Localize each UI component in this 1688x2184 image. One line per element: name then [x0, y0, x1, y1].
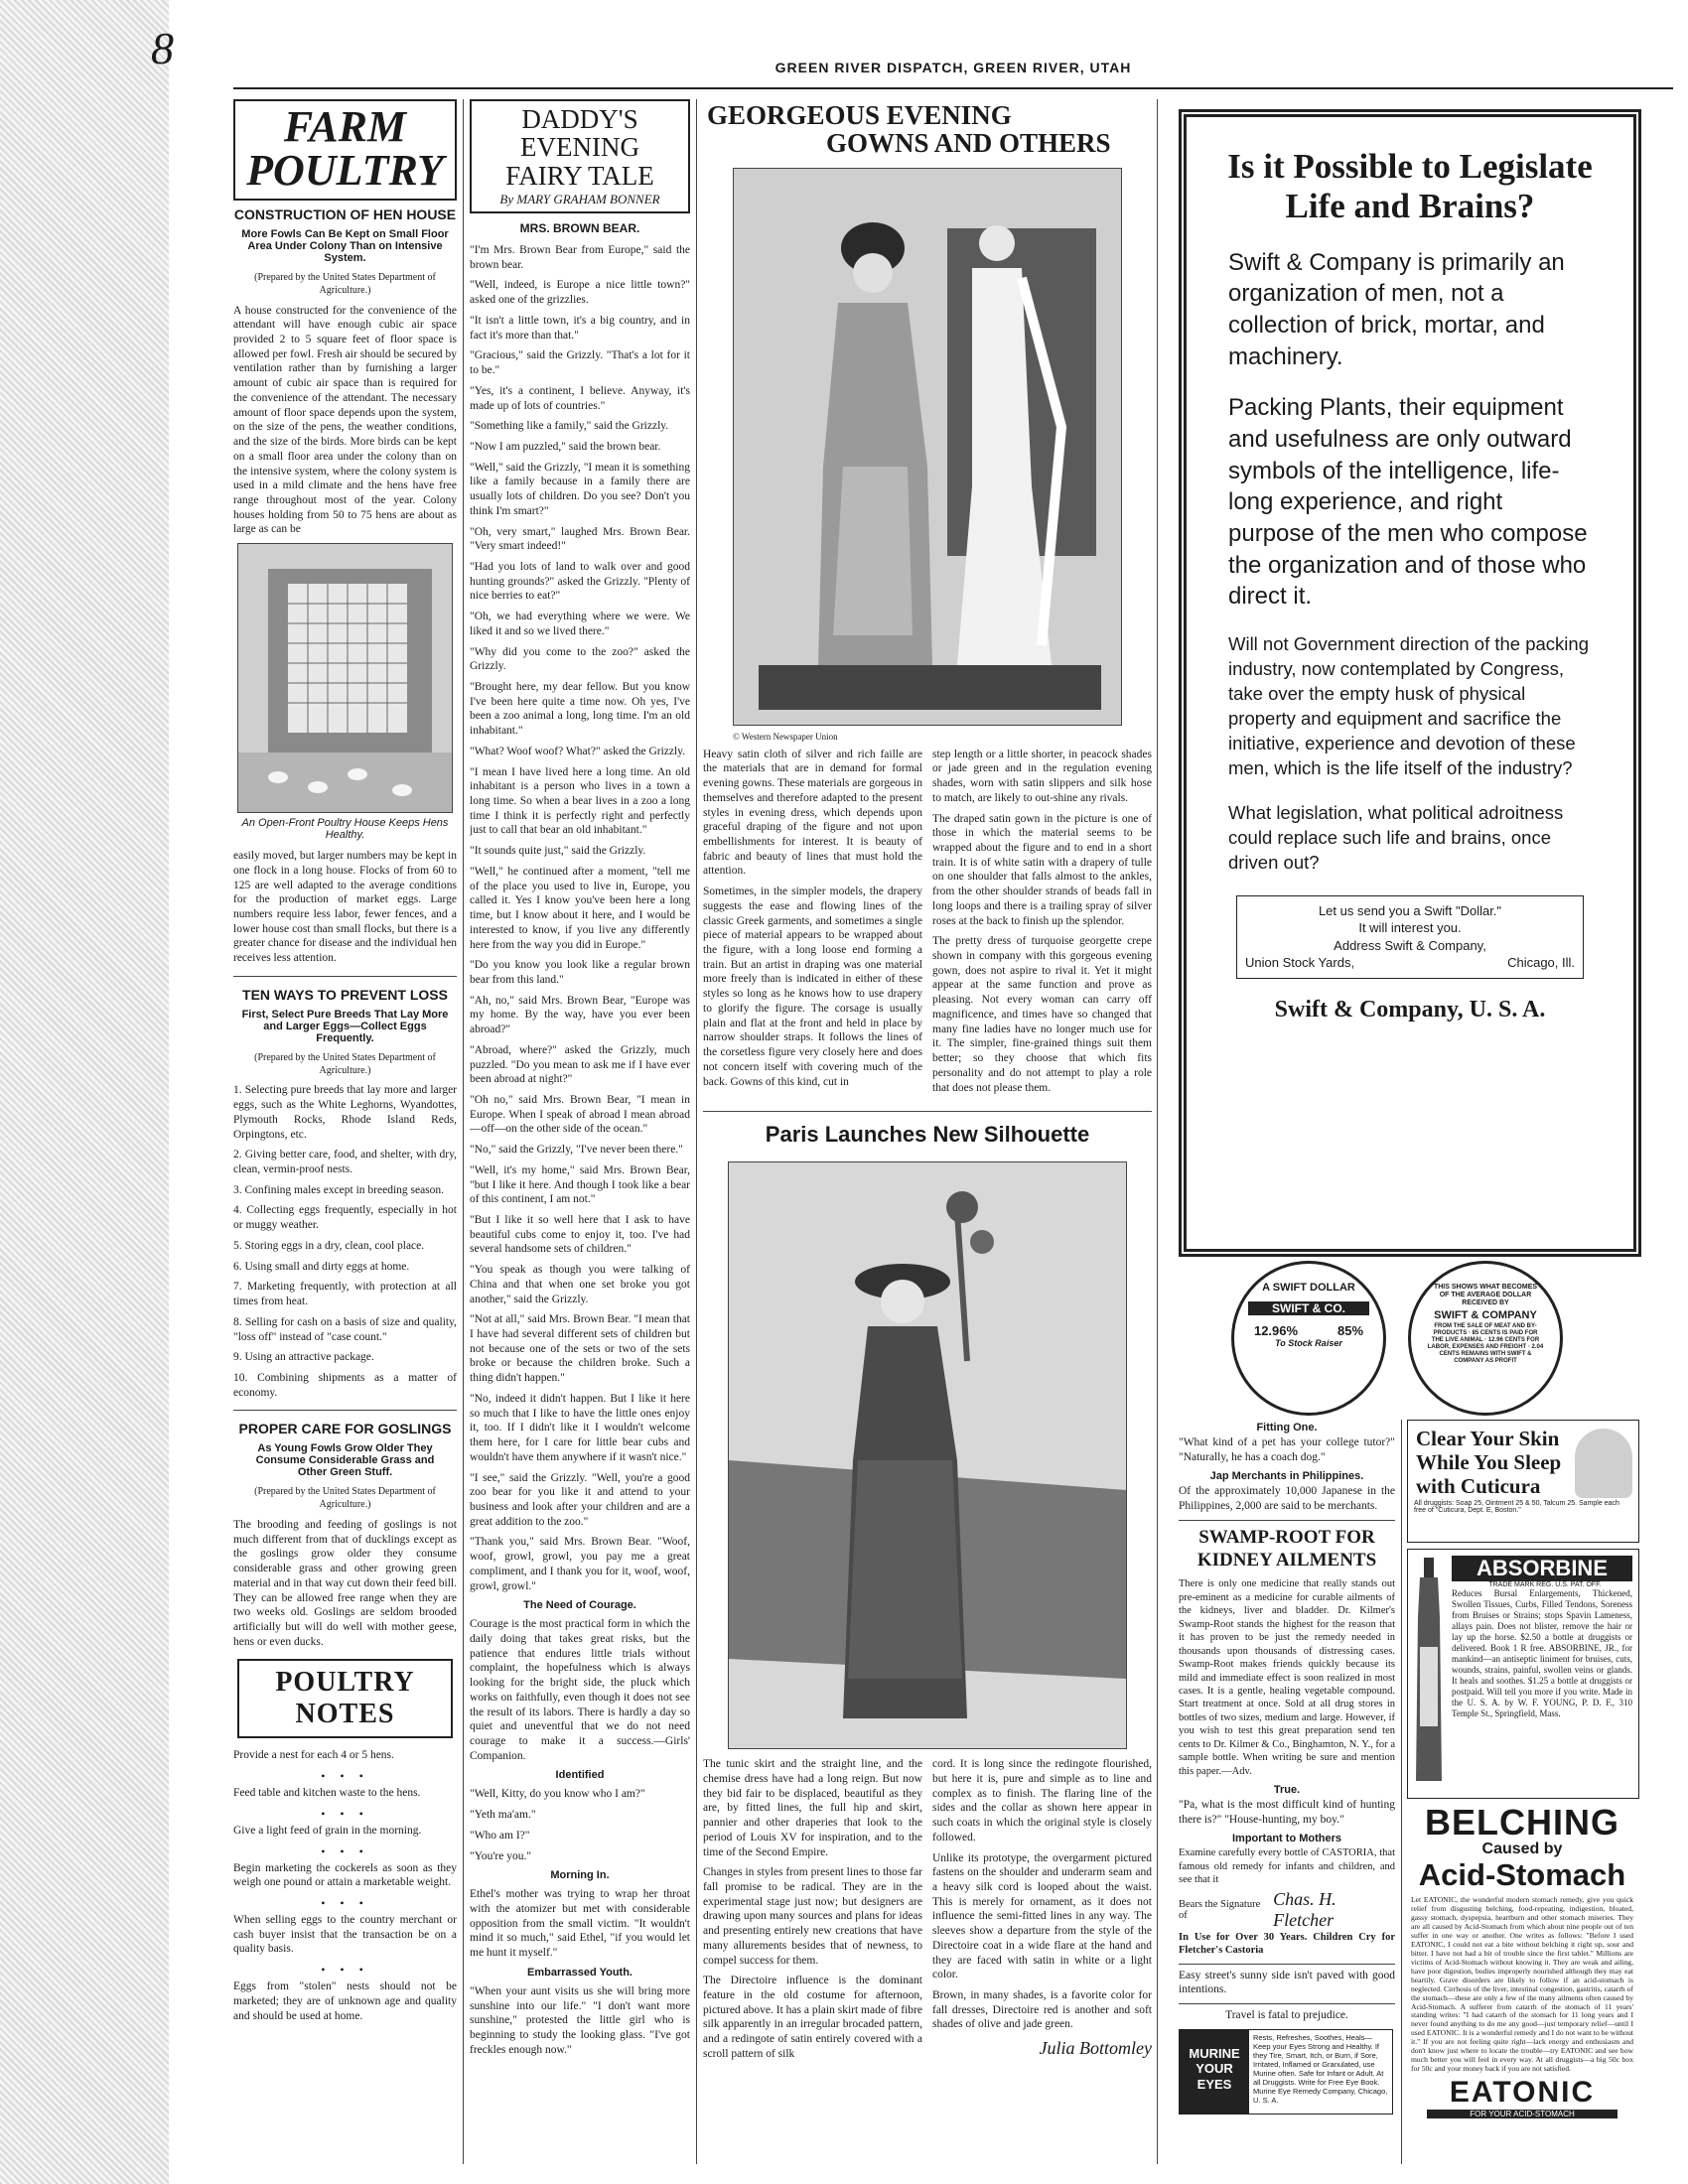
bottle-icon — [1414, 1558, 1444, 1786]
byline: By MARY GRAHAM BONNER — [499, 192, 660, 207]
story-paragraph: "Yes, it's a continent, I believe. Anyway, it's made up of lots of countries." — [470, 384, 690, 412]
list-item: 10. Combining shipments as a matter of economy. — [233, 1371, 457, 1399]
story-paragraph: "No, indeed it didn't happen. But I like it here so much that I like to have the little ones enjoy it, too. If I didn't like it I wouldn't welcome them here, for I care for little bear cubs and wouldn't have them anywhere if it wasn't nice." — [470, 1392, 690, 1463]
murine-ad — [1179, 2029, 1393, 2115]
eatonic-tagline: FOR YOUR ACID-STOMACH — [1427, 2110, 1618, 2118]
divider — [233, 976, 457, 977]
story-paragraph: "Ah, no," said Mrs. Brown Bear, "Europe was my home. By the way, have you ever been abroad?" — [470, 994, 690, 1036]
banner-daddys-evening: DADDY'S EVENING — [520, 104, 639, 163]
list-item: 3. Confining males except in breeding season. — [233, 1183, 445, 1196]
filler-title: Embarrassed Youth. — [527, 1966, 633, 1979]
note-item: Feed table and kitchen waste to the hens. — [233, 1787, 421, 1800]
filler-line: "Who am I?" — [470, 1829, 530, 1842]
column-rule — [696, 99, 697, 2164]
silhouette-photo — [728, 1161, 1127, 1749]
story-paragraph: "I see," said the Grizzly. "Well, you're a good zoo bear for you like it and attend to your business and look after your children and are a great addition to the zoo." — [470, 1471, 690, 1528]
murine-body: Rests, Refreshes, Soothes, Heals—Keep your Eyes Strong and Healthy. If they Tire, Smart, Itch, or Burn, if Sore, Irritated, Inflamed or Granulated, use Murine often. Safe for Infant or Adult. At all Druggists. Write for Free Eye Book. Murine Eye Remedy Company, Chicago, U. S. A. — [1253, 2032, 1388, 2105]
list-item: 4. Collecting eggs frequently, especially in hot or muggy weather. — [233, 1204, 457, 1232]
story-paragraph: "Well," said the Grizzly, "I mean it is something like a family because in a family there are usually lots of children. Do you see? Don't you think I'm smart?" — [470, 461, 690, 517]
masthead: GREEN RIVER DISPATCH, GREEN RIVER, UTAH — [774, 60, 1132, 75]
article-credit: (Prepared by the United States Department of Agriculture.) — [254, 1051, 436, 1076]
ad-coupon — [1236, 895, 1584, 979]
filler-body: "Pa, what is the most difficult kind of hunting there is?" "House-hunting, my boy." — [1179, 1799, 1395, 1826]
emblem-rest: FROM THE SALE OF MEAT AND BY-PRODUCTS · 85 CENTS IS PAID FOR THE LIVE ANIMAL · 12.96 CENTS FOR LABOR, EXPENSES AND FREIGHT · 2.04 CENTS REMAINS WITH SWIFT & COMPANY AS PROFIT — [1427, 1323, 1544, 1364]
article-paragraph: Unlike its prototype, the overgarment pictured fastens on the shoulder and underarm seam and a heavy silk cord is looped about the waist. This is merely for ornament, as it does not influence the semi-fitted lines in any way. The sleeves show a departure from the style of the Directoire coat in a wide flare at the hand and they are faced with satin in white or a light color. — [932, 1851, 1152, 1981]
article-subtitle: As Young Fowls Grow Older They Consume Considerable Grass and Other Green Stuff. — [255, 1442, 435, 1479]
silhouette-illustration — [729, 1162, 1126, 1748]
poultry-house-illustration — [237, 543, 453, 813]
absorbine-trademark: TRADE MARK REG. U.S. PAT. OFF. — [1488, 1581, 1602, 1588]
ad-signature: Swift & Company, U. S. A. — [1274, 996, 1546, 1023]
fairy-tale-banner — [470, 99, 690, 213]
filler-title: Morning In. — [550, 1869, 610, 1882]
article-title: PROPER CARE FOR GOSLINGS — [238, 1421, 452, 1437]
story-paragraph: "Oh no," said Mrs. Brown Bear, "I mean in Europe. When I speak of abroad I mean abroad—off—on the other side of the ocean." — [470, 1093, 690, 1136]
separator-dots: • • • — [321, 1769, 369, 1784]
swift-dollar-coin — [1231, 1261, 1386, 1416]
ad-paragraph: Packing Plants, their equipment and usefulness are only outward symbols of the intelligence, life-long experience, and right purpose of the men who compose the organization and of those who direct it. — [1228, 394, 1588, 611]
eatonic-body: Let EATONIC, the wonderful modern stomach remedy, give you quick relief from disgusting belching, food-repeating, indigestion, bloated, gassy stomach, dyspepsia, heartburn and other stomach miseries. They are all caused by Acid-Stomach from which about nine people out of ten suffer in one way or another. One writes as follows: "Before I used EATONIC, I could not eat a bite without belching it right up, sour and bitter. I have not had a bit of trouble since the first tablet." Millions are victims of Acid-Stomach without knowing it. They are weak and ailing, have poor digestion, bodies improperly nourished although they may eat heartily. Grave disorders are likely to follow if an acid-stomach is neglected. Cirrhosis of the liver, intestinal congestion, gastritis, catarrh of the stomach—these are only a few of the many ailments often caused by Acid-Stomach. A sufferer from catarrh of the stomach of 11 years' standing writes: "I had catarrh of the stomach for 11 long years and I never found anything to do me any good—just temporary relief—until I used EATONIC. It is a wonderful remedy and I do not want to be without it." If you are not feeling quite right—lack energy and enthusiasm and don't know just where to locate the trouble—try EATONIC and see how much better you will feel in every way. At all druggists—a big 50c box for 50c and your money back if you are not satisfied. — [1411, 1895, 1633, 2074]
article-paragraph: The tunic skirt and the straight line, and the chemise dress have had a long reign. But now they bid fair to be displaced, beautiful as they are, by fitted lines, the full hip and skirt, pannier and other draperies that look to the period of Louis XV for inspiration, and to the time of the Second Empire. — [703, 1758, 922, 1858]
cuticura-small: All druggists: Soap 25, Ointment 25 & 50, Talcum 25. Sample each free of "Cuticura, Dept. E, Boston." — [1414, 1500, 1619, 1515]
coupon-line: Address Swift & Company, — [1334, 937, 1486, 953]
story-paragraph: "Something like a family," said the Grizzly. — [470, 420, 669, 433]
story-paragraph: "No," said the Grizzly, "I've never been there." — [470, 1144, 683, 1157]
illustration-caption: An Open-Front Poultry House Keeps Hens Healthy. — [241, 817, 449, 842]
coupon-line: It will interest you. — [1358, 920, 1462, 936]
page-number: 8 — [151, 23, 174, 73]
separator-dots: • • • — [321, 1843, 369, 1858]
story-paragraph: "Well, it's my home," said Mrs. Brown Bear, "but I like it here. And though I took like a bear of this continent, I am not." — [470, 1163, 690, 1206]
filler-title: The Need of Courage. — [523, 1599, 636, 1612]
article-paragraph: Changes in styles from present lines to those far fall promise to be radical. They are in the experimental stage just now; but designers are drawing upon many sources and plans for ideas and presenting entirely new creations that have many allurements besides that of newness, to compel success for them. — [703, 1866, 923, 1967]
story-paragraph: "You speak as though you were talking of China and that when one set broke you got another," said the Grizzly. — [470, 1264, 690, 1305]
column-rule — [1401, 1420, 1402, 2164]
castoria-signature-row — [1179, 1889, 1395, 1931]
story-paragraph: "Well, indeed, is Europe a nice little town?" asked one of the grizzlies. — [470, 279, 690, 307]
story-paragraph: "I'm Mrs. Brown Bear from Europe," said the brown bear. — [470, 244, 690, 271]
swamp-root-headline: SWAMP-ROOT FOR KIDNEY AILMENTS — [1196, 1526, 1377, 1570]
ad-paragraph: Will not Government direction of the packing industry, now contemplated by Congress, take over the empty husk of physical property and equipment and sacrifice the initiative, experience and devotion of these men, which is the life itself of the industry? — [1228, 632, 1589, 778]
newspaper-page — [233, 60, 1673, 2174]
list-item: 1. Selecting pure breeds that lay more and larger eggs, such as the White Leghorns, Wyandottes, Plymouth Rocks, Rhode Island Reds, Orpingtons, etc. — [233, 1084, 457, 1141]
story-title: MRS. BROWN BEAR. — [519, 221, 640, 236]
coin-pct-profit: 12.96% — [1253, 1323, 1299, 1338]
note-item: When selling eggs to the country merchant or cash buyer insist that the transaction be on a quality basis. — [233, 1914, 457, 1956]
list-item: 9. Using an attractive package. — [233, 1351, 374, 1364]
note-item: Begin marketing the cockerels as soon as they weigh one pound or attain a marketable weight. — [233, 1861, 457, 1889]
story-paragraph: "Thank you," said Mrs. Brown Bear. "Woof, woof, growl, growl, you pay me a great compliment, and I thank you for it, woof, woof, growl, growl." — [470, 1536, 690, 1592]
story-body — [470, 243, 690, 1593]
absorbine-ad — [1407, 1549, 1639, 1799]
story-paragraph: "Gracious," said the Grizzly. "That's a lot for it to be." — [470, 349, 690, 377]
list-item: 5. Storing eggs in a dry, clean, cool place. — [233, 1239, 425, 1252]
filler-title: Jap Merchants in Philippines. — [1209, 1470, 1364, 1483]
separator-dots: • • • — [321, 1896, 369, 1911]
gowns-article — [703, 748, 1152, 1102]
scan-margin — [0, 0, 169, 2184]
article-body-continued: easily moved, but larger numbers may be kept in one flock in a long house. Flocks of from 60 to 125 are well adapted to the average conditions for the production of market eggs. Large numbers require less labor, fewer fences, and a lower house cost than small flocks, but there is a greater chance for disease and the individual hen receives less attention. — [233, 850, 457, 965]
banner-poultry: POULTRY — [246, 146, 444, 195]
article-subtitle: More Fowls Can Be Kept on Small Floor Area Under Colony Than on Intensive System. — [241, 228, 449, 264]
divider — [703, 1111, 1152, 1112]
swift-company-ad — [1179, 109, 1641, 1257]
filler-line: "Yeth ma'am." — [470, 1809, 536, 1822]
list-item: 6. Using small and dirty eggs at home. — [233, 1260, 410, 1273]
silhouette-article-right — [932, 1757, 1152, 2067]
separator-dots: • • • — [321, 1963, 369, 1978]
article-paragraph: cord. It is long since the redingote flourished, but here it is, pure and simple as to line and complex as to finish. The flaring line of the sides and the collar as shown here appear in such coats in which the original style is closely followed. — [932, 1758, 1152, 1843]
story-paragraph: "Do you know you look like a regular brown bear from this land." — [470, 959, 690, 986]
divider — [1179, 2003, 1395, 2004]
cuticura-portrait — [1575, 1429, 1632, 1498]
cuticura-line: with Cuticura — [1416, 1474, 1541, 1499]
castoria-bears: Bears the Signature of — [1179, 1898, 1261, 1921]
story-paragraph: "Not at all," said Mrs. Brown Bear. "I mean that I have had several different sets of children but not because one of the sets or two of the sets broke or because the children broke. Such a thing didn't happen." — [470, 1313, 690, 1385]
story-paragraph: "Well," he continued after a moment, "tell me of the place you used to live in, Europe, you called it. Yes I know you've been here a long time, but I know about it here, and I would be interested to know, if you live any differently here from the way you did in Europe." — [470, 865, 690, 951]
column-rule — [463, 99, 464, 2164]
article-paragraph: Heavy satin cloth of silver and rich faille are the materials that are in demand for formal evening gowns. These materials are gorgeous in themselves and therefore adapted to the present styles in evening dress, which depends upon graceful draping of the figure and not upon embellishments for interest. It is beauty of fabric and beauty of lines that must hold the attention. — [703, 748, 922, 878]
ad-paragraph: Swift & Company is primarily an organization of men, not a collection of brick, mortar, and machinery. — [1228, 248, 1565, 370]
story-paragraph: "Had you lots of land to walk over and good hunting grounds?" asked the Grizzly. "Plenty of nice berries to eat?" — [470, 560, 690, 603]
divider — [1179, 1520, 1395, 1521]
story-paragraph: "I mean I have lived here a long time. An old inhabitant is a person who lives in a town a long time. So when a bear lives in a zoo a long time I think it is perfectly right and perfectly just to call that bear an old inhabitant." — [470, 765, 690, 837]
eatonic-ad — [1407, 1805, 1637, 2164]
story-paragraph: "Brought here, my dear fellow. But you know I've been here quite a time now. Oh yes, I've been a zoo animal a long, long time. I'm an old inhabitant." — [470, 681, 690, 738]
masthead-rule — [233, 87, 1673, 89]
article-credit: (Prepared by the United States Department of Agriculture.) — [254, 1486, 436, 1511]
ad-headline: Is it Possible to Legislate Life and Brains? — [1227, 147, 1593, 226]
column-rule — [1157, 99, 1158, 2164]
article-title: CONSTRUCTION OF HEN HOUSE — [233, 206, 457, 222]
article-body: A house constructed for the convenience of the attendant will have enough cubic air space provided 2 to 5 square feet of floor space is allowed per fowl. Fresh air should be secured by ventilation rather than by furnishing a larger amount of cubic air space than is required for the convenience of the attendant. The necessary amount of floor space depends upon the system, on the size of the pens, the weather conditions, and the size of the birds. More birds can be kept on a small floor area under the colony than on the intensive system, where the colony system is used in a mild climate and the hens have free range throughout most of the year. Colony houses holding from 50 to 75 hens are about as large as can be — [233, 304, 457, 536]
coupon-address — [1245, 954, 1575, 972]
headline-line-2: GOWNS AND OTHERS — [826, 128, 1111, 159]
coupon-line: Let us send you a Swift "Dollar." — [1318, 902, 1502, 918]
silhouette-headline: Paris Launches New Silhouette — [765, 1122, 1090, 1148]
eatonic-head1: BELCHING — [1425, 1805, 1619, 1843]
coupon-line: Union Stock Yards, — [1245, 955, 1355, 971]
story-paragraph: "Why did you come to the zoo?" asked the Grizzly. — [470, 645, 690, 673]
coin-pct-label: To Stock Raiser — [1275, 1338, 1342, 1348]
gowns-article-right — [932, 748, 1152, 1102]
note-item: Give a light feed of grain in the morning. — [233, 1824, 422, 1837]
eatonic-logo: EATONIC — [1449, 2076, 1596, 2110]
column-fairy-tale — [470, 99, 690, 2164]
divider — [233, 1410, 457, 1411]
silhouette-article-left — [703, 1757, 922, 2067]
fashion-headline — [703, 99, 1152, 164]
story-paragraph: "Oh, very smart," laughed Mrs. Brown Bear. "Very smart indeed!" — [470, 525, 690, 553]
farm-poultry-banner — [233, 99, 457, 201]
castoria-footer: In Use for Over 30 Years. Children Cry for Fletcher's Castoria — [1179, 1931, 1395, 1957]
article-title: TEN WAYS TO PREVENT LOSS — [242, 986, 448, 1003]
emblem-name: SWIFT & COMPANY — [1434, 1309, 1537, 1322]
filler-body: Ethel's mother was trying to wrap her throat with the atomizer but met with considerable opposition from the small victim. "It wouldn't mind it so much," said Ethel, "if you would let me hunt it myself." — [470, 1888, 690, 1960]
list-item: 8. Selling for cash on a basis of size and quality, "loss off" instead of "case count." — [233, 1315, 457, 1343]
coin-mid-text: SWIFT & CO. — [1248, 1301, 1369, 1315]
filler-title: Identified — [555, 1769, 605, 1782]
eatonic-head2: Caused by — [1481, 1841, 1563, 1857]
coin-pct-raiser: 85% — [1337, 1323, 1364, 1338]
article-subtitle: First, Select Pure Breeds That Lay More and Larger Eggs—Collect Eggs Frequently. — [241, 1008, 449, 1044]
filler-title: True. — [1273, 1784, 1301, 1797]
list-item: 2. Giving better care, food, and shelter, with dry, clean, vermin-proof nests. — [233, 1149, 457, 1176]
filler-body: "When your aunt visits us she will bring more sunshine into our life." "I don't want more sunshine," protested the little girl who is beginning to study the looking glass. "I've got freckles enough now." — [470, 1984, 690, 2056]
murine-logo: MURINE YOUR EYES — [1180, 2030, 1249, 2114]
headline-line-1: GEORGEOUS EVENING — [707, 100, 1012, 130]
evening-gowns-photo — [733, 168, 1122, 726]
coin-percentages — [1234, 1323, 1383, 1338]
story-paragraph: "What? Woof woof? What?" asked the Grizzly. — [470, 745, 686, 757]
gowns-illustration — [734, 169, 1121, 725]
coin-top-text: A SWIFT DOLLAR — [1262, 1282, 1355, 1294]
hen-house-picture — [238, 544, 452, 812]
cuticura-line: Clear Your Skin — [1416, 1427, 1560, 1450]
note-item: Eggs from "stolen" nests should not be marketed; they are of unknown age and quality and should be used at home. — [233, 1980, 457, 2022]
filler-line: "You're you." — [470, 1849, 532, 1862]
article-paragraph: step length or a little shorter, in peacock shades or jade green and in the regulation evening shades, worn with satin slippers and silk hose to match, are likely to out-shine any rivals. — [932, 748, 1152, 804]
castoria-body: Examine carefully every bottle of CASTORIA, that famous old remedy for infants and children, and see that it — [1179, 1847, 1395, 1886]
story-paragraph: "It isn't a little town, it's a big country, and in fact it's more than that." — [470, 314, 690, 341]
filler-body: Courage is the most practical form in which the daily doing that takes great risks, but the patience that endures little trials without complaint, the hopefulness which is always looking for the bright side, the pluck which works on faithfully, even though it does not see the result of its labors. There is hardly a day so quiet and uneventful that we do not need courage to make it a success.—Girls' Companion. — [470, 1618, 690, 1762]
filler-line: "Well, Kitty, do you know who I am?" — [470, 1788, 645, 1801]
cuticura-line: While You Sleep — [1416, 1450, 1562, 1475]
story-paragraph: "Now I am puzzled," said the brown bear. — [470, 440, 661, 453]
absorbine-body: Reduces Bursal Enlargements, Thickened, Swollen Tissues, Curbs, Filled Tendons, Soreness from Bruises or Strains; stops Spavin Lameness, allays pain. Does not blister, remove the hair or lay up the horse. $2.50 a bottle at druggists or delivered. Book 1 R free. ABSORBINE, JR., for mankind—an antiseptic liniment for bruises, cuts, wounds, strains, painful, swollen veins or glands. It heals and soothes. $1.25 a bottle at druggists or postpaid. Will tell you more if you write. Made in the U. S. A. by W. F. YOUNG, P. D. F., 310 Temple St., Springfield, Mass. — [1452, 1588, 1632, 1718]
filler-body: "What kind of a pet has your college tutor?" "Naturally, he has a coach dog." — [1179, 1436, 1395, 1463]
silhouette-article — [703, 1757, 1152, 2067]
ad-paragraph: What legislation, what political adroitness could replace such life and brains, once driven out? — [1228, 801, 1564, 873]
separator-dots: • • • — [321, 1806, 369, 1821]
eatonic-head3: Acid-Stomach — [1418, 1857, 1626, 1892]
cuticura-ad — [1407, 1420, 1639, 1543]
article-paragraph: Sometimes, in the simpler models, the drapery suggests the ease and flowing lines of the classic Greek garments, and sometimes a single piece of material appears to be wrapped about the figure, with a long loose end forming a train. But an artist in draping was one material more freely than is indicated in either of these styles so long as he knows how to use drapery to glorify the figure. The corsage is usually plain and flat at the front and held in place by narrow shoulder straps. It follows the lines of the corsetless figure very closely here and does not concern itself with covering much of the back. Gowns of this kind, cut in — [703, 886, 922, 1088]
author-signature: Julia Bottomley — [1039, 2038, 1152, 2059]
filler-body: Of the approximately 10,000 Japanese in the Philippines, 2,000 are said to be merchants. — [1179, 1485, 1395, 1513]
filler-body: Easy street's sunny side isn't paved with good intentions. — [1179, 1969, 1395, 1996]
swamp-root-body: There is only one medicine that really stands out pre-eminent as a medicine for curable ailments of the kidneys, liver and bladder. Dr. Kilmer's Swamp-Root stands the highest for the reason that it has proven to be just the remedy needed in thousands upon thousands of distressing cases. Swamp-Root makes friends quickly because its mild and immediate effect is soon realized in most cases. It is a gentle, healing vegetable compound. Start treatment at once. Sold at all drug stores in bottles of two sizes, medium and large. However, if you wish to test this great preparation send ten cents to Dr. Kilmer & Co., Binghamton, N. Y., for a sample bottle. When writing be sure and mention this paper.—Adv. — [1179, 1578, 1395, 1777]
column-farm-poultry — [233, 99, 457, 2164]
column-fashion — [703, 99, 1152, 2164]
story-paragraph: "It sounds quite just," said the Grizzly. — [470, 845, 646, 858]
article-paragraph: The draped satin gown in the picture is one of those in which the material seems to be wrapped about the figure and to end in a short train. It is of white satin with a drapery of tulle on one shoulder that falls almost to the ankles, from the other shoulder strands of beads fall in long loops and there is a trailing spray of silver roses at the back to finish up the splendor. — [932, 812, 1152, 927]
banner-fairy-tale: FAIRY TALE — [505, 160, 654, 191]
castoria-signature: Chas. H. Fletcher — [1273, 1888, 1336, 1930]
story-paragraph: "But I like it so well here that I ask to have beautiful cubs come to enjoy it, too. I've had several handsome sets of children." — [470, 1214, 690, 1256]
gowns-article-left — [703, 748, 922, 1102]
article-paragraph: The pretty dress of turquoise georgette crepe shown in company with this gorgeous evening gown, does not aspire to rival it. Yet it might appear at the same function and prove as pleasing. Not every woman can carry off magnificence, and times have so changed that many fine ladies have no longer much use for it. The simpler, fine-grained things suit them better; so they choose that which fits personality and do not attempt to play a role that does not please them. — [932, 935, 1152, 1094]
list-item: 7. Marketing frequently, with protection at all times from heat. — [233, 1281, 457, 1308]
banner-farm: FARM — [283, 102, 407, 151]
absorbine-logo: ABSORBINE — [1452, 1556, 1632, 1581]
absorbine-bottle — [1414, 1558, 1444, 1786]
filler-title: Fitting One. — [1256, 1422, 1318, 1433]
article-credit: (Prepared by the United States Department of Agriculture.) — [254, 272, 436, 296]
story-paragraph: "Abroad, where?" asked the Grizzly, much puzzled. "Do you mean to ask me if I have ever been abroad at night?" — [470, 1043, 690, 1086]
column-misc — [1179, 1420, 1395, 2164]
emblem-text: THIS SHOWS WHAT BECOMES OF THE AVERAGE DOLLAR RECEIVED BY — [1433, 1284, 1538, 1307]
swift-emblem — [1408, 1261, 1563, 1416]
filler-body: Travel is fatal to prejudice. — [1225, 2009, 1348, 2022]
photo-credit: © Western Newspaper Union — [733, 731, 838, 742]
poultry-notes-banner: POULTRY NOTES — [237, 1659, 453, 1738]
coupon-city: Chicago, Ill. — [1507, 955, 1575, 971]
note-item: Provide a nest for each 4 or 5 hens. — [233, 1749, 394, 1762]
castoria-title: Important to Mothers — [1232, 1833, 1341, 1845]
article-paragraph: Brown, in many shades, is a favorite color for fall dresses, Directoire red is another and soft shades of olive and jade green. — [932, 1989, 1152, 2031]
divider — [1179, 1964, 1395, 1965]
story-paragraph: "Oh, we had everything where we were. We liked it and so we lived there." — [470, 611, 690, 637]
article-paragraph: The Directoire influence is the dominant feature in the old costume for afternoon, pictured above. It has a plain skirt made of fibre silk apparently in an irregular brocaded pattern, and a redingote of satin entirely covered with a scroll pattern of silk — [703, 1975, 922, 2060]
article-body: The brooding and feeding of goslings is not much different from that of ducklings except as the goslings grow older they consume considerable grass and other growing green material and in that way cut down their feed bill. They can be allowed free range when they are two weeks old. Goslings are seldom brooded artificially but will do well with mother geese, hens or even ducks. — [233, 1518, 457, 1648]
